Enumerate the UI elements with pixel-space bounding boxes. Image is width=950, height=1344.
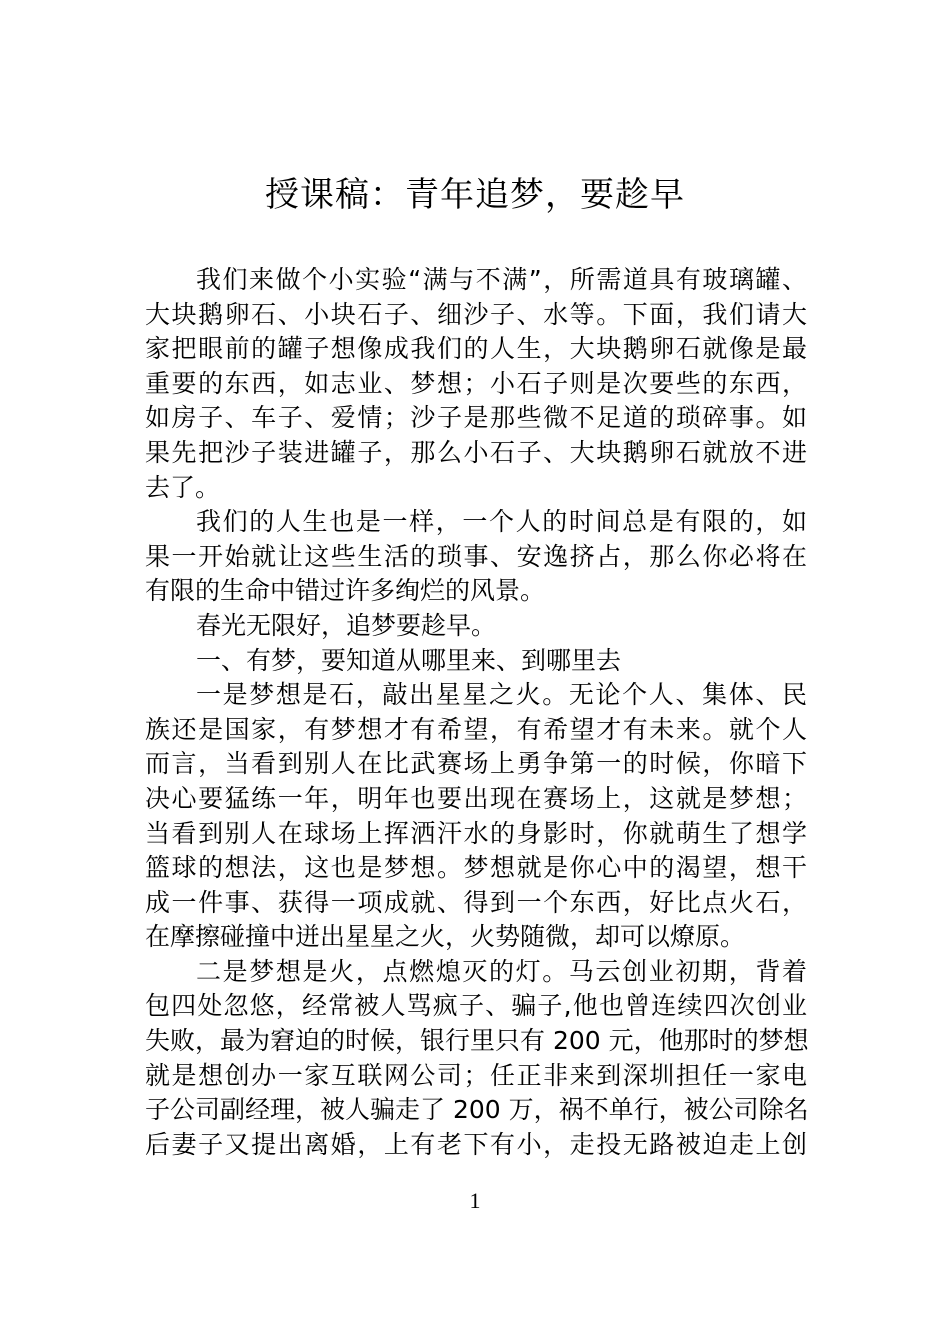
paragraph (145, 644, 807, 679)
paragraph (145, 263, 807, 505)
text-line: 去了。 (145, 472, 221, 502)
text-line: 春光无限好，追梦要趁早。 (196, 610, 497, 640)
text-line: 族还是国家，有梦想才有希望，有希望才有未来。就个人 (145, 714, 807, 744)
text-line: 重要的东西，如志业、梦想；小石子则是次要些的东西， (145, 368, 807, 398)
text-line: 子公司副经理，被人骗走了 200 万，祸不单行，被公司除名 (145, 1095, 809, 1125)
page-number: 1 (469, 1188, 481, 1213)
text-line: 后妻子又提出离婚，上有老下有小，走投无路被迫走上创 (145, 1129, 807, 1159)
text-line: 大块鹅卵石、小块石子、细沙子、水等。下面，我们请大 (145, 299, 807, 329)
paragraph (145, 609, 807, 644)
paragraph (145, 505, 807, 609)
text-line: 二是梦想是火，点燃熄灭的灯。马云创业初期，背着 (196, 956, 807, 986)
text-line: 我们来做个小实验“满与不满”，所需道具有玻璃罐、 (196, 265, 807, 294)
paragraph (145, 955, 807, 1163)
text-line: 就是想创办一家互联网公司；任正非来到深圳担任一家电 (145, 1060, 807, 1090)
text-line: 而言，当看到别人在比武赛场上勇争第一的时候，你暗下 (145, 749, 807, 779)
text-line: 有限的生命中错过许多绚烂的风景。 (145, 576, 546, 606)
text-line: 包四处忽悠，经常被人骂疯子、骗子,他也曾连续四次创业 (145, 991, 807, 1021)
text-line: 果先把沙子装进罐子，那么小石子、大块鹅卵石就放不进 (145, 437, 807, 467)
text-line: 如房子、车子、爱情；沙子是那些微不足道的琐碎事。如 (145, 403, 807, 433)
text-line: 当看到别人在球场上挥洒汗水的身影时，你就萌生了想学 (145, 818, 807, 848)
text-line: 一是梦想是石，敲出星星之火。无论个人、集体、民 (196, 680, 807, 710)
text-line: 失败，最为窘迫的时候，银行里只有 200 元，他那时的梦想 (145, 1026, 809, 1056)
paragraph (145, 678, 807, 955)
text-line: 家把眼前的罐子想像成我们的人生，大块鹅卵石就像是最 (145, 334, 807, 364)
text-line: 我们的人生也是一样，一个人的时间总是有限的，如 (196, 507, 807, 537)
text-line: 果一开始就让这些生活的琐事、安逸挤占，那么你必将在 (145, 541, 807, 571)
text-line: 在摩擦碰撞中迸出星星之火，火势随微，却可以燎原。 (145, 922, 746, 952)
document-title: 授课稿：青年追梦，要趁早 (265, 175, 685, 215)
text-line: 篮球的想法，这也是梦想。梦想就是你心中的渴望，想干 (145, 853, 807, 883)
text-line: 成一件事、获得一项成就、得到一个东西，好比点火石， (145, 887, 807, 917)
text-line: 决心要猛练一年，明年也要出现在赛场上，这就是梦想； (145, 783, 807, 813)
text-line: 一、有梦，要知道从哪里来、到哪里去 (196, 645, 622, 675)
document-body (145, 263, 807, 1162)
